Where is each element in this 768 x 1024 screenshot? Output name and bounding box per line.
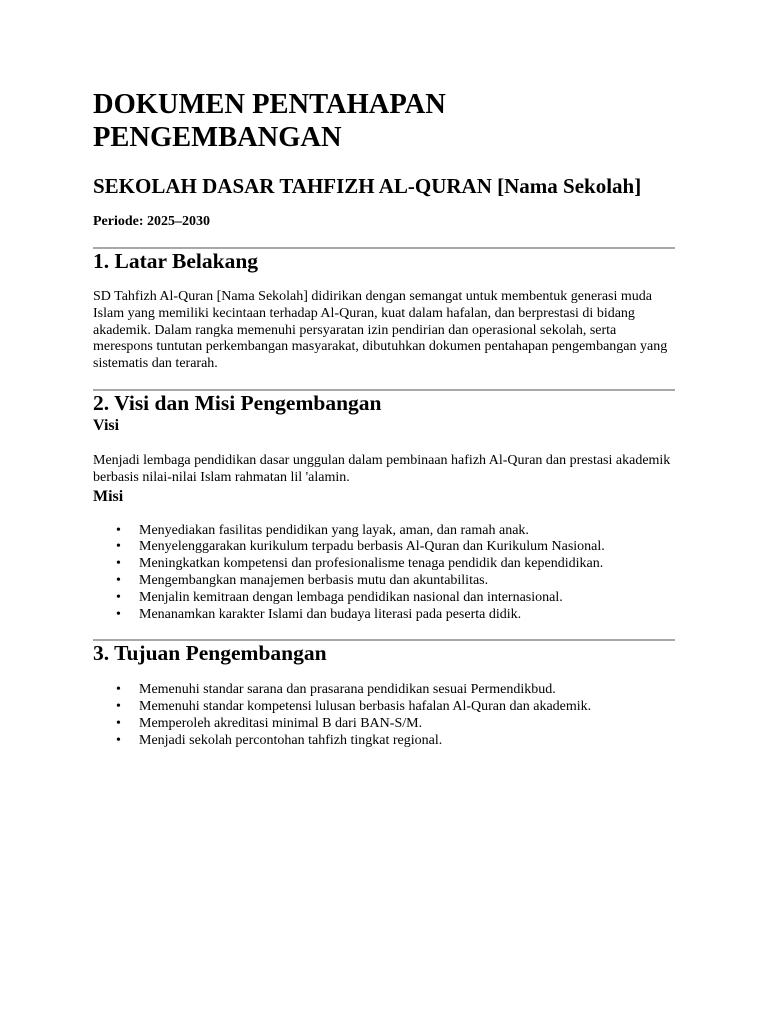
list-item-text: Memenuhi standar kompetensi lulusan berbasis hafalan Al-Quran dan akademik. (139, 699, 592, 715)
document-title: DOKUMEN PENTAHAPAN PENGEMBANGAN (93, 89, 446, 153)
list-item (116, 732, 675, 750)
document-subtitle: SEKOLAH DASAR TAHFIZH AL-QURAN [Nama Sekolah] (93, 174, 642, 198)
section-heading-tujuan: 3. Tujuan Pengembangan (93, 641, 327, 666)
list-item-text: Meningkatkan kompetensi dan profesionalisme tenaga pendidik dan kependidikan. (139, 556, 604, 572)
section-heading-latar-belakang: 1. Latar Belakang (93, 249, 259, 273)
list-item-text: Menjadi sekolah percontohan tahfizh tingkat regional. (139, 732, 443, 748)
list-item-text: Menyediakan fasilitas pendidikan yang layak, aman, dan ramah anak. (139, 522, 529, 538)
misi-list (93, 523, 675, 624)
bullet-icon: • (116, 715, 121, 731)
bullet-icon: • (116, 522, 121, 538)
list-item (116, 572, 675, 590)
bullet-icon: • (116, 732, 121, 748)
list-item (116, 522, 675, 540)
list-item (116, 539, 675, 556)
bullet-icon: • (116, 699, 121, 715)
list-item (116, 589, 675, 607)
bullet-icon: • (116, 589, 121, 605)
list-item-text: Menanamkan karakter Islami dan budaya literasi pada peserta didik. (139, 606, 522, 622)
list-item (116, 699, 675, 716)
list-item-text: Mengembangkan manajemen berbasis mutu dan akuntabilitas. (139, 572, 489, 588)
misi-heading: Misi (93, 487, 124, 505)
list-item-text: Menyelenggarakan kurikulum terpadu berbasis Al-Quran dan Kurikulum Nasional. (139, 539, 605, 555)
bullet-icon: • (116, 556, 121, 572)
list-item-text: Memperoleh akreditasi minimal B dari BAN-S/M. (139, 715, 423, 731)
list-item (116, 715, 675, 733)
visi-heading: Visi (93, 416, 120, 434)
bullet-icon: • (116, 682, 121, 698)
tujuan-list (93, 682, 675, 749)
latar-belakang-paragraph: SD Tahfizh Al-Quran [Nama Sekolah] didirikan dengan semangat untuk membentuk generasi muda Islam yang memiliki kecintaan terhadap Al-Quran, kuat dalam hafalan, dan berprestasi di bidang akademik. Dalam rangka memenuhi persyaratan izin pendirian dan operasional sekolah, serta merespons tuntutan perkembangan masyarakat, dibutuhkan dokumen pentahapan pengembangan yang sistematis dan terarah. (93, 289, 668, 372)
bullet-icon: • (116, 572, 121, 588)
bullet-icon: • (116, 606, 121, 622)
list-item-text: Menjalin kemitraan dengan lembaga pendidikan nasional dan internasional. (139, 589, 563, 605)
document-period: Periode: 2025–2030 (93, 214, 211, 229)
list-item (116, 606, 675, 624)
list-item (116, 682, 675, 699)
section-heading-visi-misi: 2. Visi dan Misi Pengembangan (93, 390, 382, 415)
visi-paragraph: Menjadi lembaga pendidikan dasar unggulan dalam pembinaan hafizh Al-Quran dan prestasi akademik berbasis nilai-nilai Islam rahmatan lil 'alamin. (93, 452, 671, 485)
list-item-text: Memenuhi standar sarana dan prasarana pendidikan sesuai Permendikbud. (139, 682, 556, 698)
list-item (116, 556, 675, 573)
bullet-icon: • (116, 539, 121, 555)
